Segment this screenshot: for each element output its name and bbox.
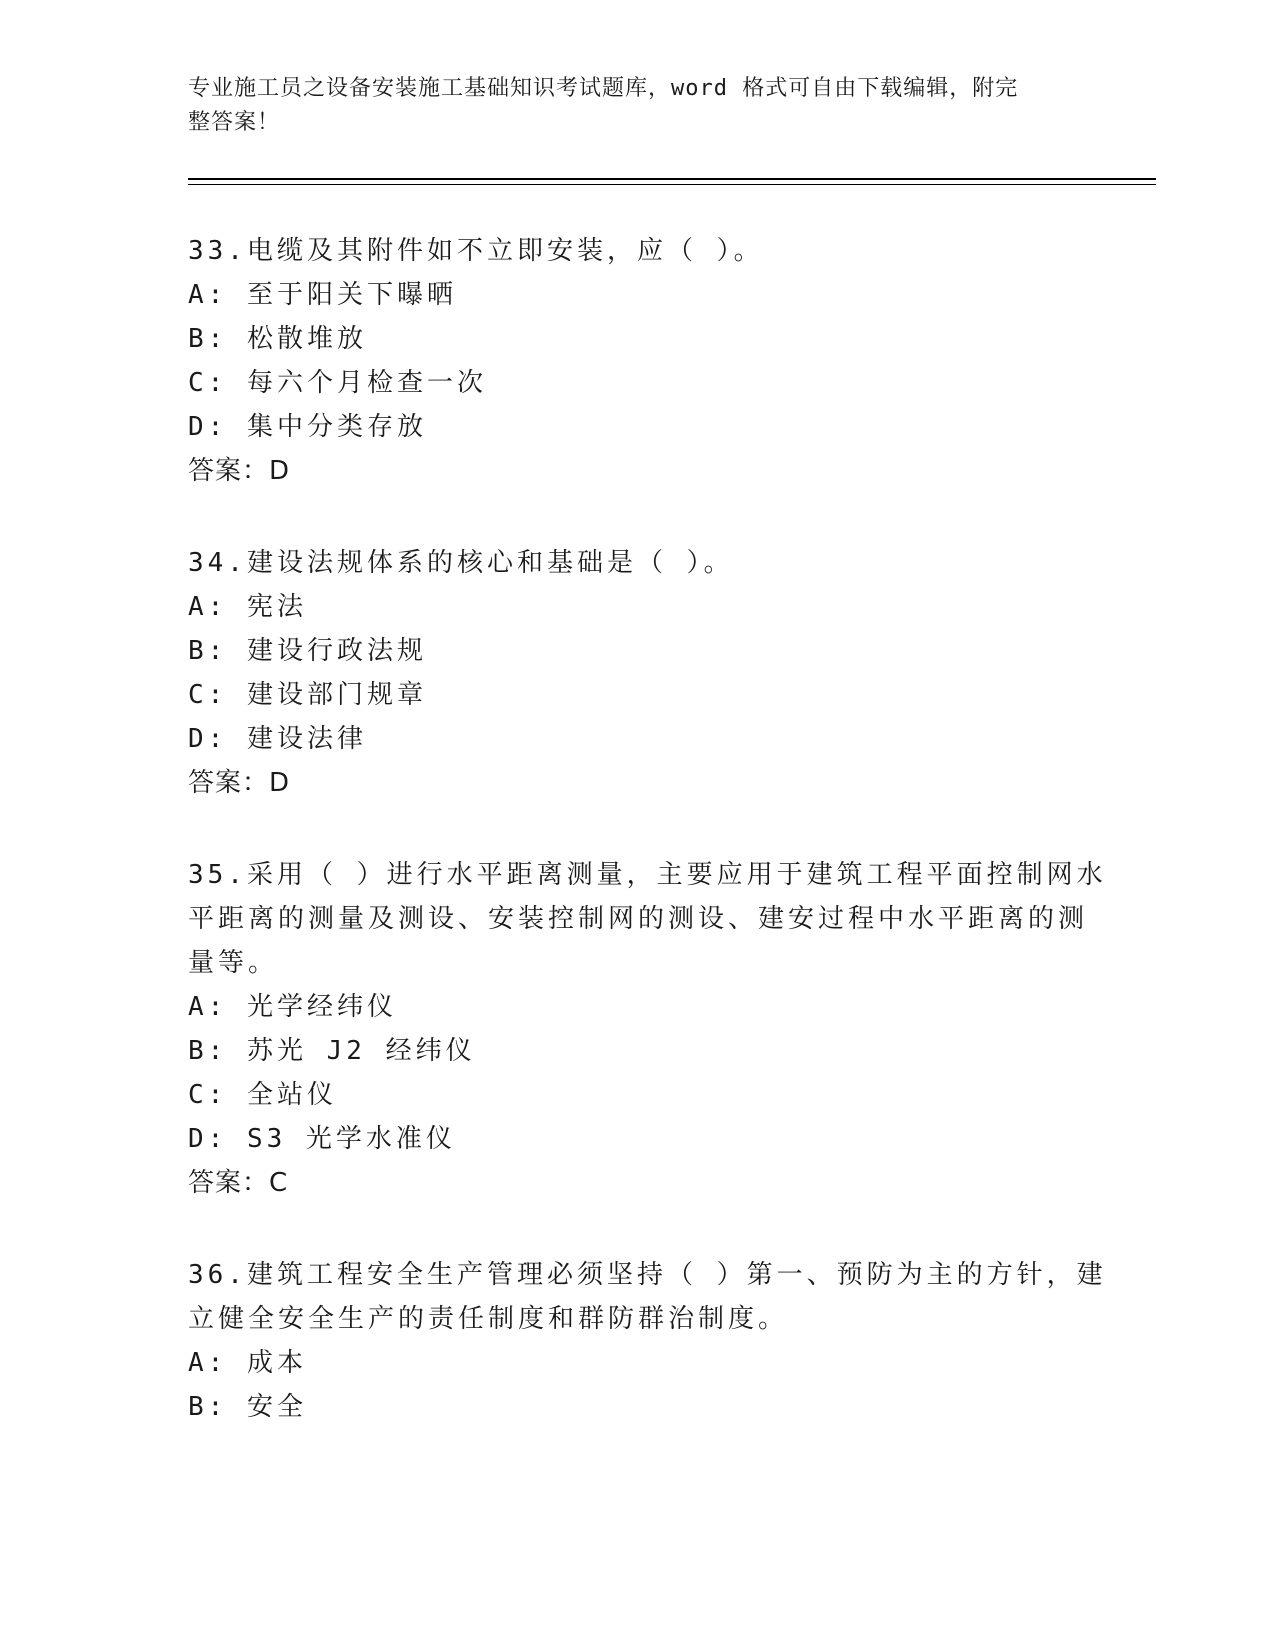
header-line-2: 整答案！ [188,110,281,135]
question-36-option-b: B: 安全 [188,1392,307,1422]
question-35-option-c: C: 全站仪 [188,1080,337,1110]
document-header [188,72,1088,140]
question-35-text-line-3: 量等。 [188,948,279,978]
header-line-1: 专业施工员之设备安装施工基础知识考试题库，word 格式可自由下载编辑，附完 [188,76,1019,101]
question-35-answer: 答案：C [188,1168,289,1198]
question-33-option-d: D: 集中分类存放 [188,412,427,442]
question-35-text-line-1: 35.采用（ ）进行水平距离测量，主要应用于建筑工程平面控制网水 [188,860,1107,890]
question-33-answer: 答案：D [188,456,291,486]
question-36-text-line-1: 36.建筑工程安全生产管理必须坚持（ ）第一、预防为主的方针，建 [188,1260,1107,1290]
question-34-option-a: A: 宪法 [188,592,307,622]
question-34-text: 34.建设法规体系的核心和基础是（ ）。 [188,548,734,578]
question-36-option-a: A: 成本 [188,1348,307,1378]
question-35-text-line-2: 平距离的测量及测设、安装控制网的测设、建安过程中水平距离的测 [188,904,1089,934]
question-33-option-c: C: 每六个月检查一次 [188,368,487,398]
question-35-option-b: B: 苏光 J2 经纬仪 [188,1036,476,1066]
header-divider-thin [188,184,1156,185]
question-33-text: 33.电缆及其附件如不立即安装，应（ ）。 [188,236,764,266]
question-33-option-a: A: 至于阳关下曝晒 [188,280,457,310]
question-35-option-d: D: S3 光学水准仪 [188,1124,456,1154]
question-34-answer: 答案：D [188,768,291,798]
question-34-option-d: D: 建设法律 [188,724,367,754]
question-35-option-a: A: 光学经纬仪 [188,992,397,1022]
header-divider-thick [188,178,1156,180]
question-34-option-c: C: 建设部门规章 [188,680,427,710]
question-36-text-line-2: 立健全安全生产的责任制度和群防群治制度。 [188,1304,789,1334]
question-34-option-b: B: 建设行政法规 [188,636,427,666]
question-33-option-b: B: 松散堆放 [188,324,367,354]
